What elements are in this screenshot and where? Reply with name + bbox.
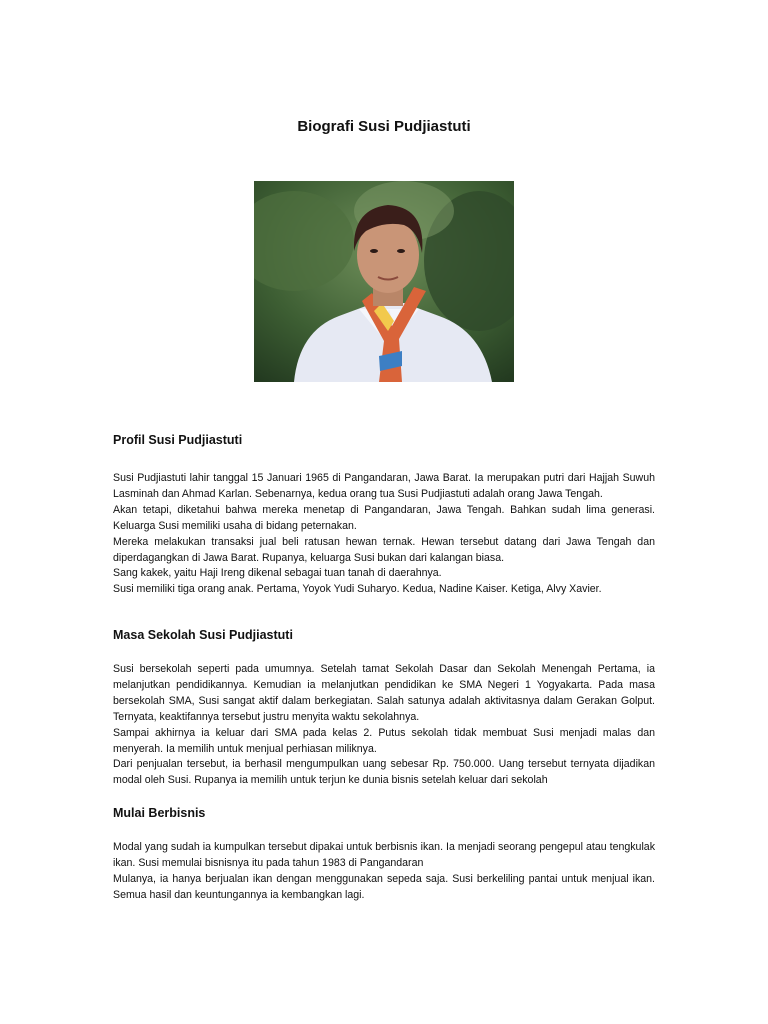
section-body-profil bbox=[113, 471, 655, 598]
paragraph: Susi memiliki tiga orang anak. Pertama, Yoyok Yudi Suharyo. Kedua, Nadine Kaiser. Ketiga, Alvy Xavier. bbox=[113, 583, 602, 596]
paragraph: Akan tetapi, diketahui bahwa mereka menetap di Pangandaran, Jawa Tengah. Bahkan sudah lima generasi. Keluarga Susi memiliki usaha di bidang peternakan. bbox=[113, 503, 655, 532]
paragraph: Modal yang sudah ia kumpulkan tersebut dipakai untuk berbisnis ikan. Ia menjadi seorang pengepul atau tengkulak ikan. Susi memulai bisnisnya itu pada tahun 1983 di Pangandaran bbox=[113, 841, 655, 869]
section-heading-mulai-berbisnis: Mulai Berbisnis bbox=[113, 806, 206, 820]
section-heading-masa-sekolah: Masa Sekolah Susi Pudjiastuti bbox=[113, 628, 293, 642]
section-body-mulai-berbisnis bbox=[113, 840, 655, 904]
section-heading-profil: Profil Susi Pudjiastuti bbox=[113, 433, 243, 447]
document-title: Biografi Susi Pudjiastuti bbox=[297, 118, 471, 135]
portrait-photo bbox=[254, 181, 514, 382]
paragraph: Sang kakek, yaitu Haji Ireng dikenal sebagai tuan tanah di daerahnya. bbox=[113, 567, 442, 580]
paragraph: Susi Pudjiastuti lahir tanggal 15 Januari 1965 di Pangandaran, Jawa Barat. Ia merupakan putri dari Hajjah Suwuh Lasminah dan Ahmad Karlan. Sebenarnya, kedua orang tua Susi Pudjiastuti adalah orang Jawa Tengah. bbox=[113, 472, 655, 500]
section-body-masa-sekolah bbox=[113, 662, 655, 789]
paragraph: Sampai akhirnya ia keluar dari SMA pada kelas 2. Putus sekolah tidak membuat Susi menjadi malas dan menyerah. Ia memilih untuk menjual perhiasan miliknya. bbox=[113, 726, 655, 755]
paragraph: Susi bersekolah seperti pada umumnya. Setelah tamat Sekolah Dasar dan Sekolah Menengah Pertama, ia melanjutkan pendidikannya. Kemudian ia melanjutkan pendidikan ke SMA Negeri 1 Yogyakarta. Pada masa bersekolah SMA, Susi sangat aktif dalam berkegiatan. Salah satunya adalah aktivitasnya dalam Gerakan Golput. Ternyata, keaktifannya tersebut justru menyita waktu sekolahnya. bbox=[113, 663, 655, 723]
paragraph: Dari penjualan tersebut, ia berhasil mengumpulkan uang sebesar Rp. 750.000. Uang tersebut ternyata dijadikan modal oleh Susi. Rupanya ia memilih untuk terjun ke dunia bisnis setelah keluar dari sekolah bbox=[113, 758, 655, 787]
paragraph: Mereka melakukan transaksi jual beli ratusan hewan ternak. Hewan tersebut datang dari Jawa Tengah dan diperdagangkan di Jawa Barat. Rupanya, keluarga Susi bukan dari kalangan biasa. bbox=[113, 535, 655, 564]
paragraph: Mulanya, ia hanya berjualan ikan dengan menggunakan sepeda saja. Susi berkeliling pantai untuk menjual ikan. Semua hasil dan keuntungannya ia kembangkan lagi. bbox=[113, 872, 655, 901]
